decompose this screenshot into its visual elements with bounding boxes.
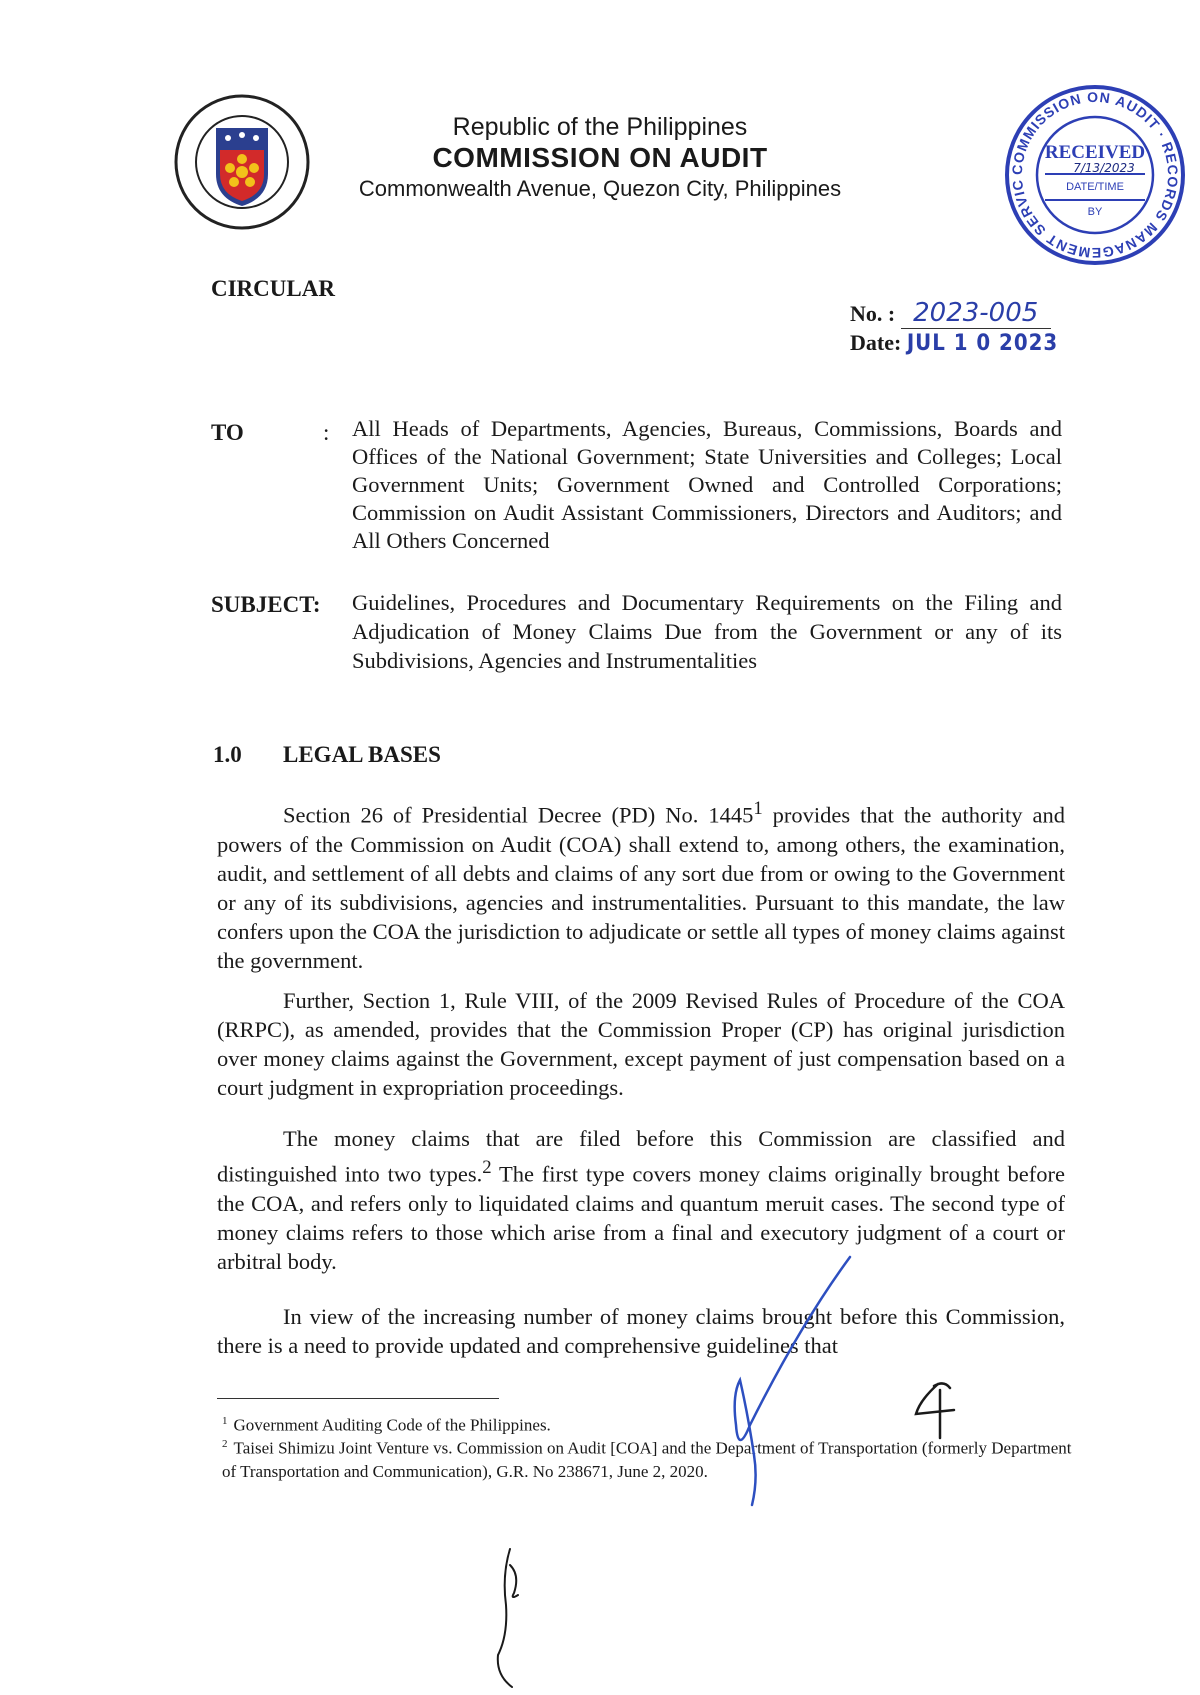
document-type: CIRCULAR <box>211 276 335 301</box>
subject-text: Guidelines, Procedures and Documentary Requirements on the Filing and Adjudication of Money Claims Due from the Government or any of its Subdivisions, Agencies and Instrumentalities <box>352 590 1062 673</box>
to-label: TO <box>211 420 244 445</box>
received-stamp <box>1000 80 1190 270</box>
section-title: LEGAL BASES <box>283 742 441 767</box>
coa-seal-logo <box>172 92 312 232</box>
paragraph: In view of the increasing number of money claims brought before this Commission, there is a need to provide updated and comprehensive guidelines that <box>217 1304 1065 1358</box>
stamp-received: RECEIVED <box>1044 142 1146 163</box>
footnote-ref[interactable]: 2 <box>482 1157 492 1178</box>
section-heading <box>213 742 441 768</box>
number-label: No. : <box>850 301 896 326</box>
paragraph: The money claims that are filed before this Commission are classified and distinguished into two types.$^2$ The first type covers money claims originally brought before the COA, and refers only to liquidated claims and quantum meruit cases. The second type of money claims refers to those which arise from a final and executory judgment of a court or arbitral body. <box>217 1126 1065 1274</box>
agency-name: COMMISSION ON AUDIT <box>432 142 768 173</box>
republic-line: Republic of the Philippines <box>452 113 748 141</box>
to-colon: : <box>323 420 330 445</box>
date-value: JUL 1 0 2023 <box>906 331 1059 356</box>
to-recipients: All Heads of Departments, Agencies, Bureaus, Commissions, Boards and Offices of the National Government; State Universities and Colleges; Local Government Units; Government Owned and Controlled Corporations; Commission on Audit Assistant Commissioners, Directors and Auditors; and All Others Concerned <box>352 416 1062 553</box>
paragraph: Further, Section 1, Rule VIII, of the 2009 Revised Rules of Procedure of the COA (RRPC), as amended, provides that the Commission Proper (CP) has original jurisdiction over money claims against the Government, except payment of just compensation based on a court judgment in expropriation proceedings. <box>217 988 1065 1100</box>
footnote-number: 2 <box>222 1438 228 1450</box>
section-number: 1.0 <box>213 742 242 767</box>
circular-date <box>850 330 1058 356</box>
stamp-ring-text: COMMISSION ON AUDIT · RECORDS MANAGEMENT SERVIC <box>1008 88 1182 262</box>
footnote: $^1$ Government Auditing Code of the Philippines. <box>222 1415 551 1435</box>
footnote-divider <box>217 1398 499 1399</box>
subject-label: SUBJECT: <box>211 592 321 617</box>
circular-number <box>850 298 1051 329</box>
number-value: 2023-005 <box>901 298 1051 329</box>
stamp-date-time-label: DATE/TIME <box>1066 181 1124 193</box>
agency-address: Commonwealth Avenue, Quezon City, Philippines <box>358 176 842 201</box>
handwritten-initial <box>490 1545 540 1690</box>
letterhead <box>300 112 900 204</box>
date-label: Date: <box>850 330 902 355</box>
stamp-by-label: BY <box>1087 206 1103 218</box>
footnote-number: 1 <box>222 1415 228 1427</box>
footnote: $^2$ Taisei Shimizu Joint Venture vs. Commission on Audit [COA] and the Department of Transportation (formerly Department of Transportation and Communication), G.R. No 238671, June 2, 2020. <box>222 1438 1072 1481</box>
stamp-date: 7/13/2023 <box>1073 161 1135 175</box>
paragraph: Section 26 of Presidential Decree (PD) No. 1445$^1$ provides that the authority and powers of the Commission on Audit (COA) shall extend to, among others, the examination, audit, and settlement of all debts and claims of any sort due from or owing to the Government or any of its subdivisions, agencies and instrumentalities. Pursuant to this mandate, the law confers upon the COA the jurisdiction to adjudicate or settle all types of money claims against the government. <box>217 798 1065 973</box>
footnote-ref[interactable]: 1 <box>753 798 763 819</box>
handwritten-initial <box>910 1380 970 1440</box>
